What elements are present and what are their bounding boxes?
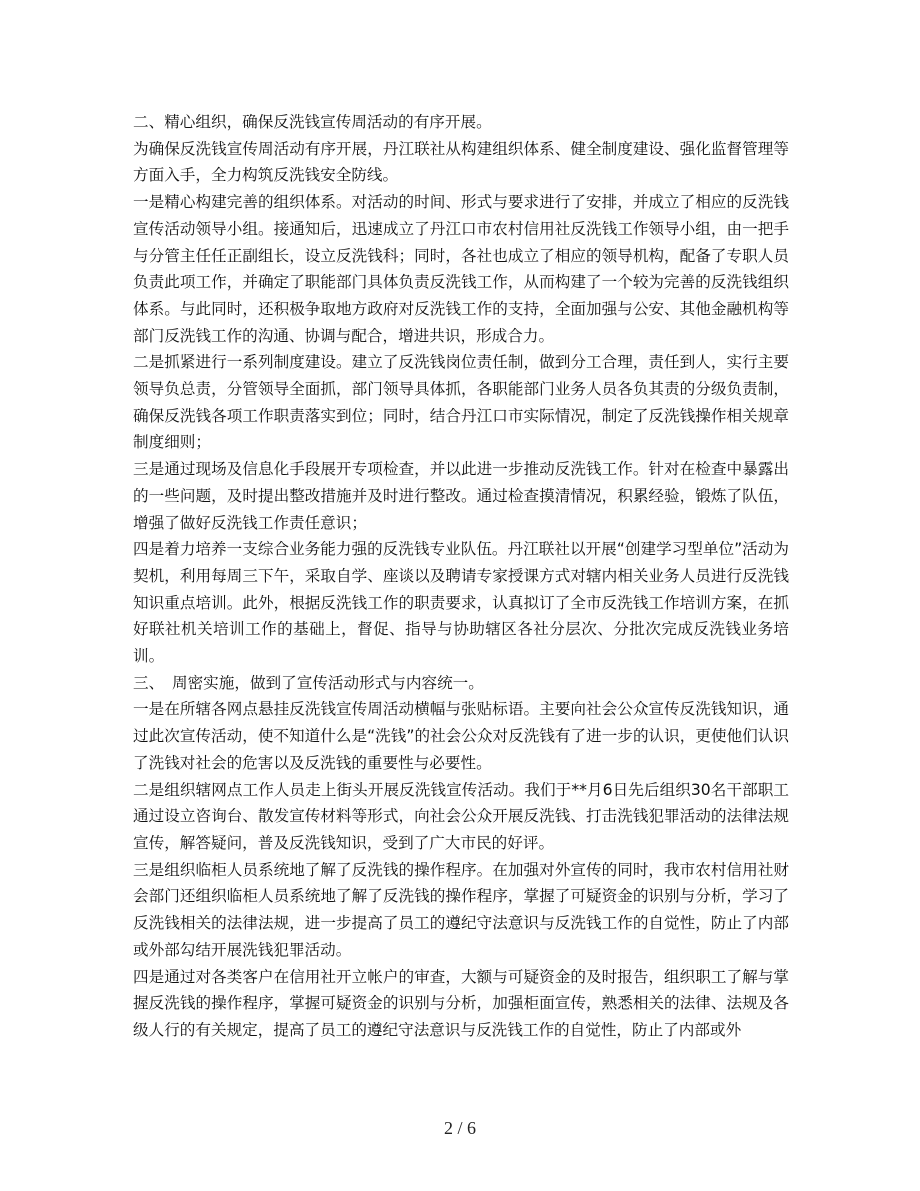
paragraph: 一是在所辖各网点悬挂反洗钱宣传周活动横幅与张贴标语。主要向社会公众宣传反洗钱知识，通过此次宣传活动，使不知道什么是“洗钱”的社会公众对反洗钱有了进一步的认识，更使他们认识了洗钱对社会的危害以及反洗钱的重要性与必要性。 — [133, 700, 789, 772]
paragraph: 三是通过现场及信息化手段展开专项检查，并以此进一步推动反洗钱工作。针对在检查中暴露出的一些问题，及时提出整改措施并及时进行整改。通过检查摸清情况，积累经验，锻炼了队伍，增强了做好反洗钱工作责任意识； — [133, 460, 789, 532]
paragraph: 二是抓紧进行一系列制度建设。建立了反洗钱岗位责任制，做到分工合理，责任到人，实行主要领导负总责，分管领导全面抓，部门领导具体抓，各职能部门业务人员各负其责的分级负责制，确保反洗钱各项工作职责落实到位；同时，结合丹江口市实际情况，制定了反洗钱操作相关规章制度细则； — [133, 353, 789, 452]
section-heading: 二、精心组织，确保反洗钱宣传周活动的有序开展。 — [133, 113, 492, 131]
paragraph: 三是组织临柜人员系统地了解了反洗钱的操作程序。在加强对外宣传的同时，我市农村信用社财会部门还组织临柜人员系统地了解了反洗钱的操作程序，掌握了可疑资金的识别与分析，学习了反洗钱相关的法律法规，进一步提高了员工的遵纪守法意识与反洗钱工作的自觉性，防止了内部或外部勾结开展洗钱犯罪活动。 — [133, 860, 789, 959]
paragraph: 四是通过对各类客户在信用社开立帐户的审查，大额与可疑资金的及时报告，组织职工了解与掌握反洗钱的操作程序，掌握可疑资金的识别与分析，加强柜面宣传，熟悉相关的法律、法规及各级人行的有关规定，提高了员工的遵纪守法意识与反洗钱工作的自觉性，防止了内部或外 — [133, 967, 789, 1039]
paragraph: 为确保反洗钱宣传周活动有序开展，丹江联社从构建组织体系、健全制度建设、强化监督管理等方面入手，全力构筑反洗钱安全防线。 — [133, 139, 789, 185]
section-heading: 三、 周密实施，做到了宣传活动形式与内容统一。 — [133, 673, 484, 692]
document-body — [133, 109, 789, 1044]
paragraph: 四是着力培养一支综合业务能力强的反洗钱专业队伍。丹江联社以开展“创建学习型单位”活动为契机，利用每周三下午，采取自学、座谈以及聘请专家授课方式对辖内相关业务人员进行反洗钱知识重点培训。此外，根据反洗钱工作的职责要求，认真拟订了全市反洗钱工作培训方案，在抓好联社机关培训工作的基础上，督促、指导与协助辖区各社分层次、分批次完成反洗钱业务培训。 — [133, 540, 789, 666]
page-number: 2 / 6 — [443, 1118, 476, 1138]
paragraph: 二是组织辖网点工作人员走上街头开展反洗钱宣传活动。我们于**月6日先后组织30名干部职工通过设立咨询台、散发宣传材料等形式，向社会公众开展反洗钱、打击洗钱犯罪活动的法律法规宣传，解答疑问，普及反洗钱知识，受到了广大市民的好评。 — [133, 780, 789, 852]
paragraph: 一是精心构建完善的组织体系。对活动的时间、形式与要求进行了安排，并成立了相应的反洗钱宣传活动领导小组。接通知后，迅速成立了丹江口市农村信用社反洗钱工作领导小组，由一把手与分管主任任正副组长，设立反洗钱科；同时，各社也成立了相应的领导机构，配备了专职人员负责此项工作，并确定了职能部门具体负责反洗钱工作，从而构建了一个较为完善的反洗钱组织体系。与此同时，还积极争取地方政府对反洗钱工作的支持，全面加强与公安、其他金融机构等部门反洗钱工作的沟通、协调与配合，增进共识，形成合力。 — [133, 193, 789, 345]
